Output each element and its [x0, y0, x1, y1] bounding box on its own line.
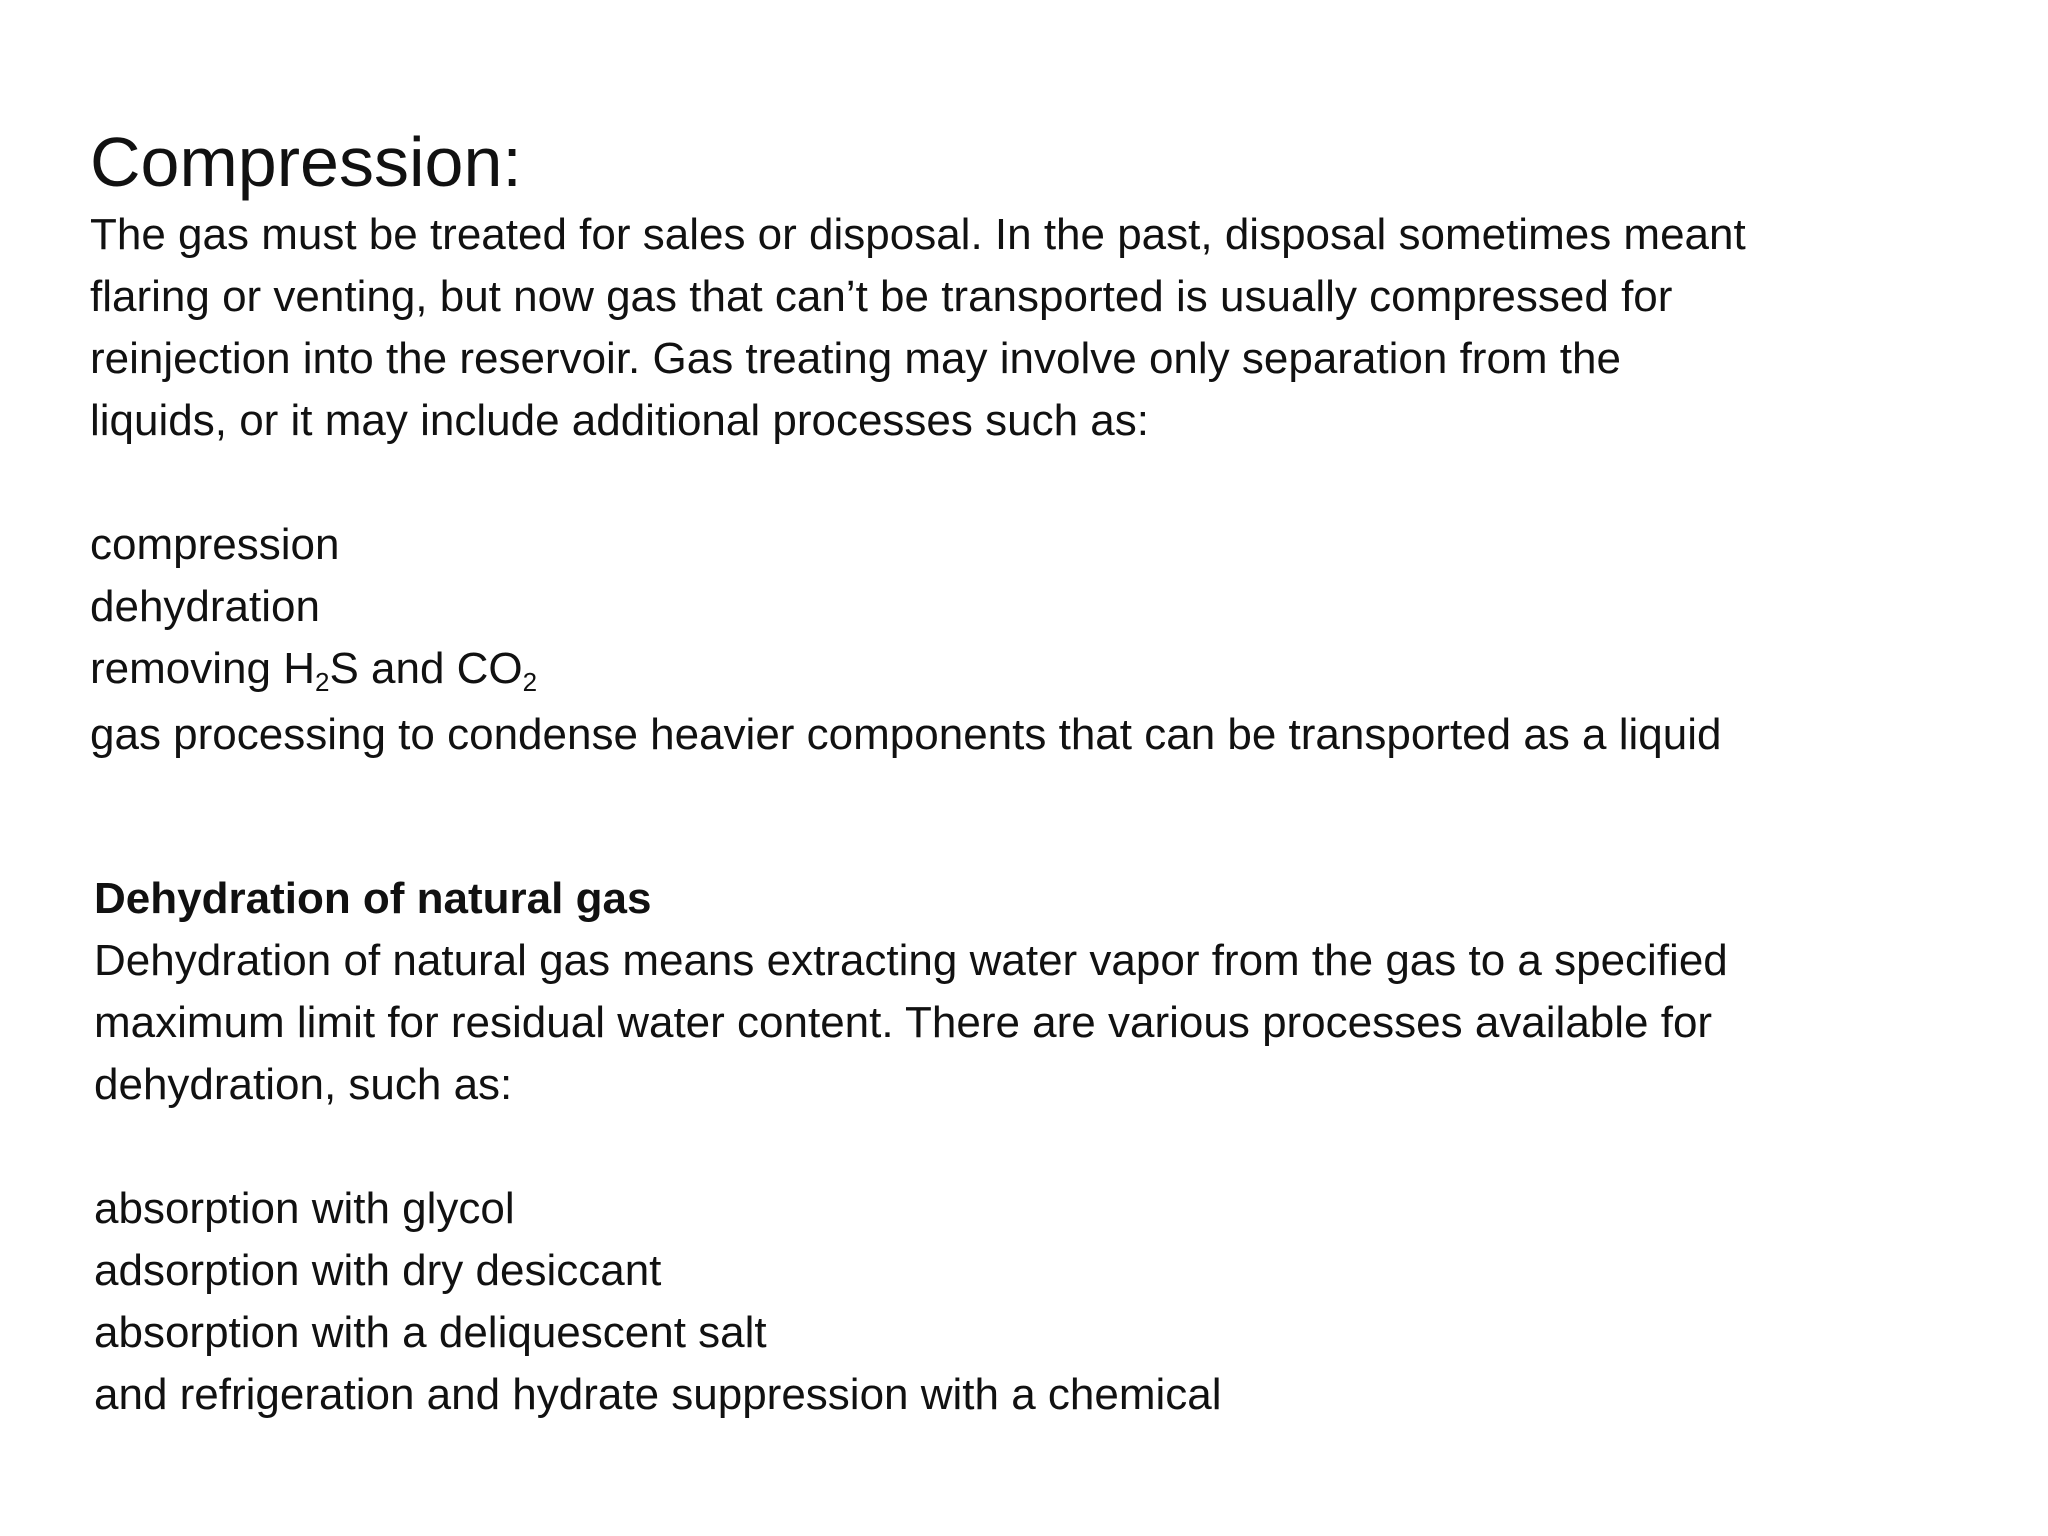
list-item: and refrigeration and hydrate suppression with a chemical	[94, 1370, 1222, 1419]
dehydration-paragraph-line: dehydration, such as:	[94, 1060, 513, 1109]
list-item-dehydration: dehydration	[90, 582, 320, 631]
dehydration-section	[94, 868, 1974, 1426]
h2-subscript: 2	[314, 667, 330, 697]
compression-paragraph-line: The gas must be treated for sales or disposal. In the past, disposal sometimes meant	[90, 210, 1746, 259]
compression-paragraph-line: reinjection into the reservoir. Gas treating may involve only separation from the	[90, 334, 1621, 383]
co2-subscript: 2	[522, 667, 538, 697]
dehydration-paragraph-line: Dehydration of natural gas means extracting water vapor from the gas to a specified	[94, 936, 1728, 985]
compression-paragraph-line: liquids, or it may include additional processes such as:	[90, 396, 1149, 445]
list-item: absorption with a deliquescent salt	[94, 1308, 767, 1357]
compression-section	[90, 120, 1970, 766]
list-item: adsorption with dry desiccant	[94, 1246, 662, 1295]
dehydration-method-list	[94, 1178, 1974, 1426]
removing-middle: S and CO	[329, 644, 523, 693]
treatment-process-list	[90, 514, 1970, 766]
compression-paragraph-line: flaring or venting, but now gas that can’t be transported is usually compressed for	[90, 272, 1673, 321]
list-item: absorption with glycol	[94, 1184, 515, 1233]
list-item-gas-processing: gas processing to condense heavier components that can be transported as a liquid	[90, 710, 1722, 759]
section-heading: Dehydration of natural gas	[94, 874, 652, 923]
page-title: Compression:	[90, 123, 522, 201]
removing-prefix: removing H	[90, 644, 315, 693]
dehydration-paragraph-line: maximum limit for residual water content. There are various processes available for	[94, 998, 1713, 1047]
list-item-removing-h2s-co2	[90, 638, 1970, 700]
list-item-compression: compression	[90, 520, 340, 569]
